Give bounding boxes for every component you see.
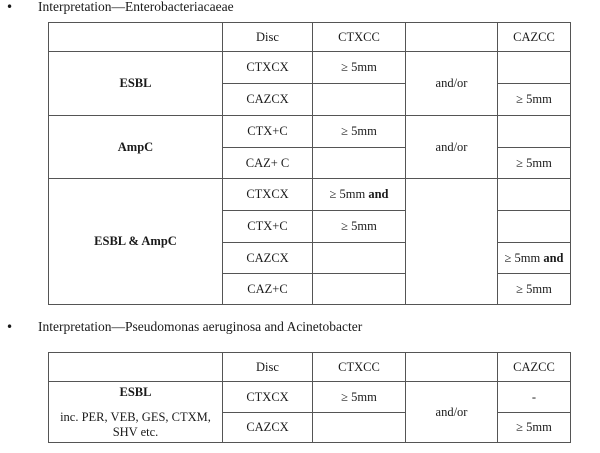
cazcc-cell	[498, 211, 571, 243]
cazcc-cell: ≥ 5mm	[498, 413, 571, 443]
connector-cell: and/or	[406, 52, 498, 116]
ctxcc-cell	[313, 148, 406, 179]
connector-cell: and/or	[406, 116, 498, 179]
cazcc-cell	[498, 179, 571, 211]
table-header-row	[49, 353, 571, 382]
header-blank	[49, 23, 223, 52]
table-header-row	[49, 23, 571, 52]
header-cazcc: CAZCC	[498, 353, 571, 382]
cazcc-cell: ≥ 5mm and	[498, 243, 571, 274]
group-esbl-pseudomonas	[49, 382, 223, 443]
table-row	[49, 382, 571, 413]
disc-cell: CAZCX	[223, 413, 313, 443]
connector-cell: and/or	[406, 382, 498, 443]
cazcc-cell	[498, 116, 571, 148]
header-ctxcc: CTXCC	[313, 353, 406, 382]
ctxcc-cell	[313, 243, 406, 274]
header-mid	[406, 23, 498, 52]
group-esbl-ampc: ESBL & AmpC	[49, 179, 223, 305]
disc-cell: CTX+C	[223, 211, 313, 243]
ctxcc-cell	[313, 274, 406, 305]
disc-cell: CAZCX	[223, 243, 313, 274]
disc-cell: CAZ+C	[223, 274, 313, 305]
ctxcc-cell	[313, 84, 406, 116]
disc-cell: CTX+C	[223, 116, 313, 148]
ctxcc-cell: ≥ 5mm and	[313, 179, 406, 211]
table-row	[49, 52, 571, 84]
ctxcc-cell: ≥ 5mm	[313, 52, 406, 84]
pseudomonas-table	[48, 352, 571, 443]
and-emphasis: and	[543, 250, 564, 265]
cazcc-cell	[498, 52, 571, 84]
group-subtitle: inc. PER, VEB, GES, CTXM, SHV etc.	[60, 409, 211, 439]
header-mid	[406, 353, 498, 382]
ctxcc-cell: ≥ 5mm	[313, 211, 406, 243]
group-ampc: AmpC	[49, 116, 223, 179]
disc-cell: CTXCX	[223, 52, 313, 84]
connector-cell	[406, 179, 498, 305]
header-cazcc: CAZCC	[498, 23, 571, 52]
cazcc-cell: ≥ 5mm	[498, 274, 571, 305]
disc-cell: CAZCX	[223, 84, 313, 116]
cazcc-cell: ≥ 5mm	[498, 148, 571, 179]
header-blank	[49, 353, 223, 382]
cazcc-cell: -	[498, 382, 571, 413]
bullet-icon: •	[6, 0, 14, 14]
cazcc-cell: ≥ 5mm	[498, 84, 571, 116]
disc-cell: CAZ+ C	[223, 148, 313, 179]
ctxcc-cell: ≥ 5mm	[313, 116, 406, 148]
header-disc: Disc	[223, 353, 313, 382]
header-ctxcc: CTXCC	[313, 23, 406, 52]
disc-cell: CTXCX	[223, 382, 313, 413]
group-esbl: ESBL	[49, 52, 223, 116]
enterobacteriaceae-table	[48, 22, 571, 305]
section-heading-pseudomonas: Interpretation—Pseudomonas aeruginosa and Acinetobacter	[38, 319, 363, 334]
bullet-icon: •	[6, 320, 14, 334]
section-heading-enterobacteriaceae: Interpretation—Enterobacteriacaeae	[38, 0, 234, 14]
disc-cell: CTXCX	[223, 179, 313, 211]
group-name: ESBL	[119, 384, 152, 399]
and-emphasis: and	[368, 187, 389, 201]
header-disc: Disc	[223, 23, 313, 52]
table-row	[49, 179, 571, 211]
table-row	[49, 116, 571, 148]
ctxcc-cell: ≥ 5mm	[313, 382, 406, 413]
ctxcc-cell	[313, 413, 406, 443]
